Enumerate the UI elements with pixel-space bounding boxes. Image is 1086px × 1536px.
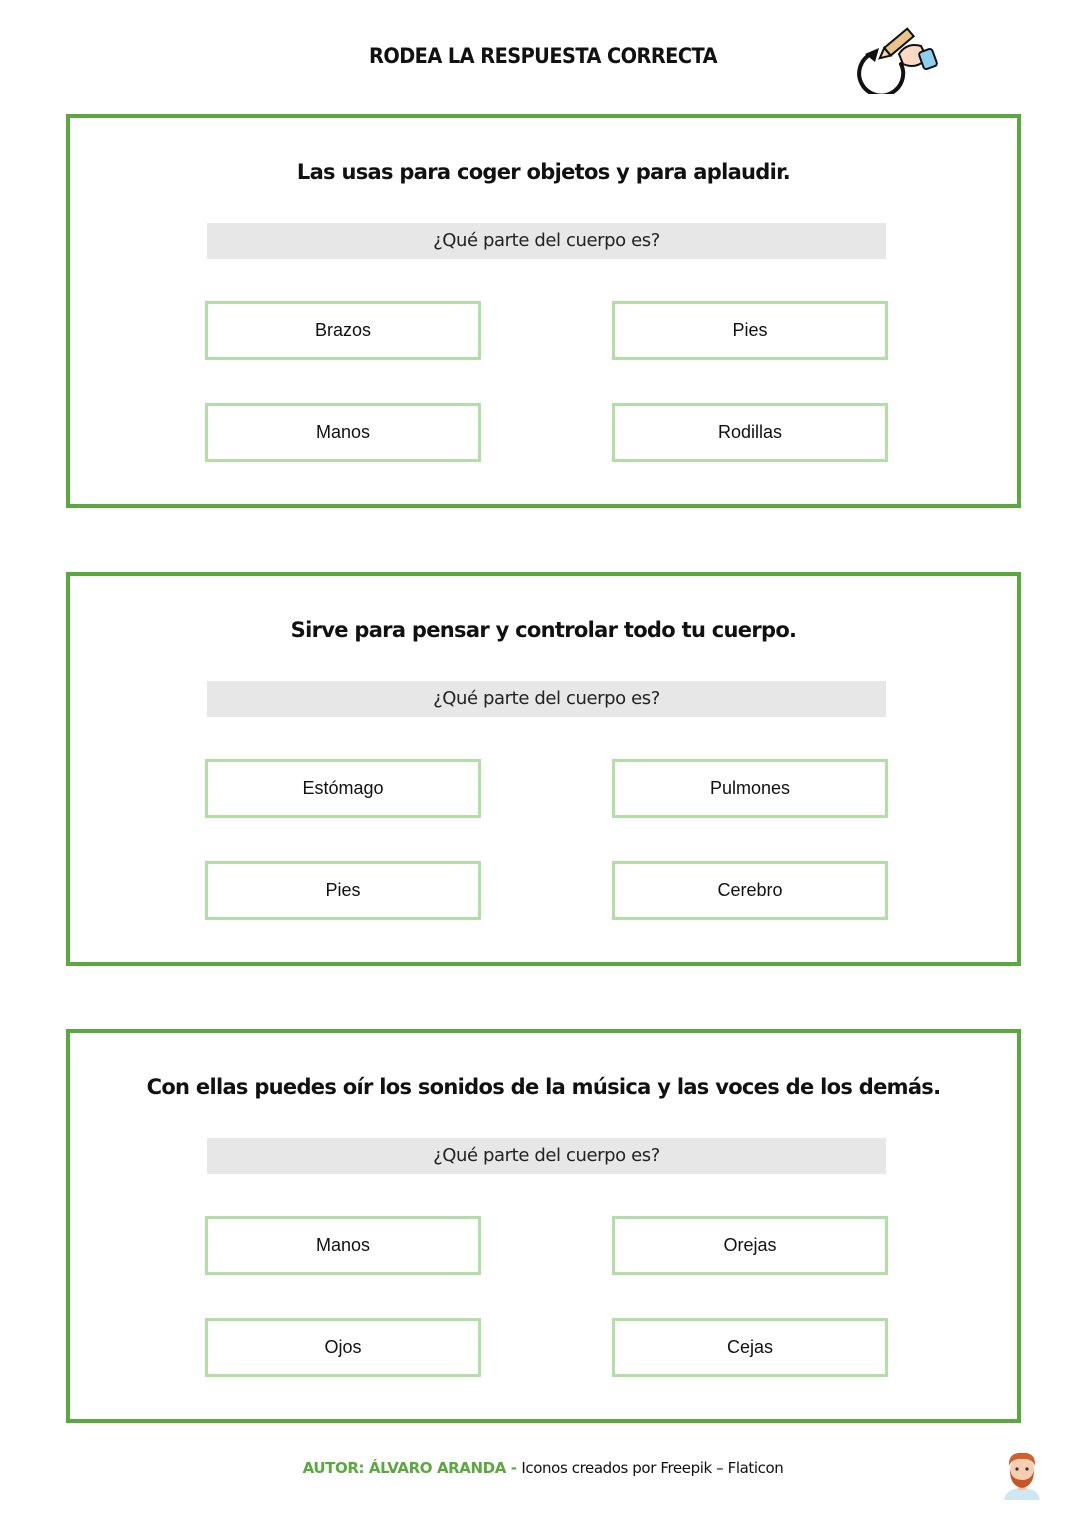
question-card-2 [66,572,1021,966]
icon-credits: Iconos creados por Freepik – Flaticon [521,1459,784,1477]
answer-option[interactable]: Cerebro [612,861,888,920]
answer-option[interactable]: Pies [612,301,888,360]
question-text: Sirve para pensar y controlar todo tu cuerpo. [290,618,797,642]
page-title: RODEA LA RESPUESTA CORRECTA [369,44,717,68]
question-text: Las usas para coger objetos y para aplaudir. [296,160,791,184]
answer-option[interactable]: Manos [205,403,481,462]
answer-option[interactable]: Brazos [205,301,481,360]
question-card-1 [66,114,1021,508]
answer-option[interactable]: Estómago [205,759,481,818]
answer-option[interactable]: Manos [205,1216,481,1275]
question-text: Con ellas puedes oír los sonidos de la música y las voces de los demás. [146,1075,941,1099]
answer-option[interactable]: Pulmones [612,759,888,818]
question-prompt: ¿Qué parte del cuerpo es? [207,223,886,259]
question-prompt: ¿Qué parte del cuerpo es? [207,1138,886,1174]
author-credit: AUTOR: ÁLVARO ARANDA - [302,1459,522,1477]
hand-writing-circle-icon [855,24,943,94]
answer-option[interactable]: Orejas [612,1216,888,1275]
bearded-man-avatar-icon [998,1448,1046,1500]
answer-option[interactable]: Cejas [612,1318,888,1377]
answer-option[interactable]: Ojos [205,1318,481,1377]
footer [0,1459,1086,1477]
question-prompt: ¿Qué parte del cuerpo es? [207,681,886,717]
answer-option[interactable]: Rodillas [612,403,888,462]
question-card-3 [66,1029,1021,1423]
answer-option[interactable]: Pies [205,861,481,920]
